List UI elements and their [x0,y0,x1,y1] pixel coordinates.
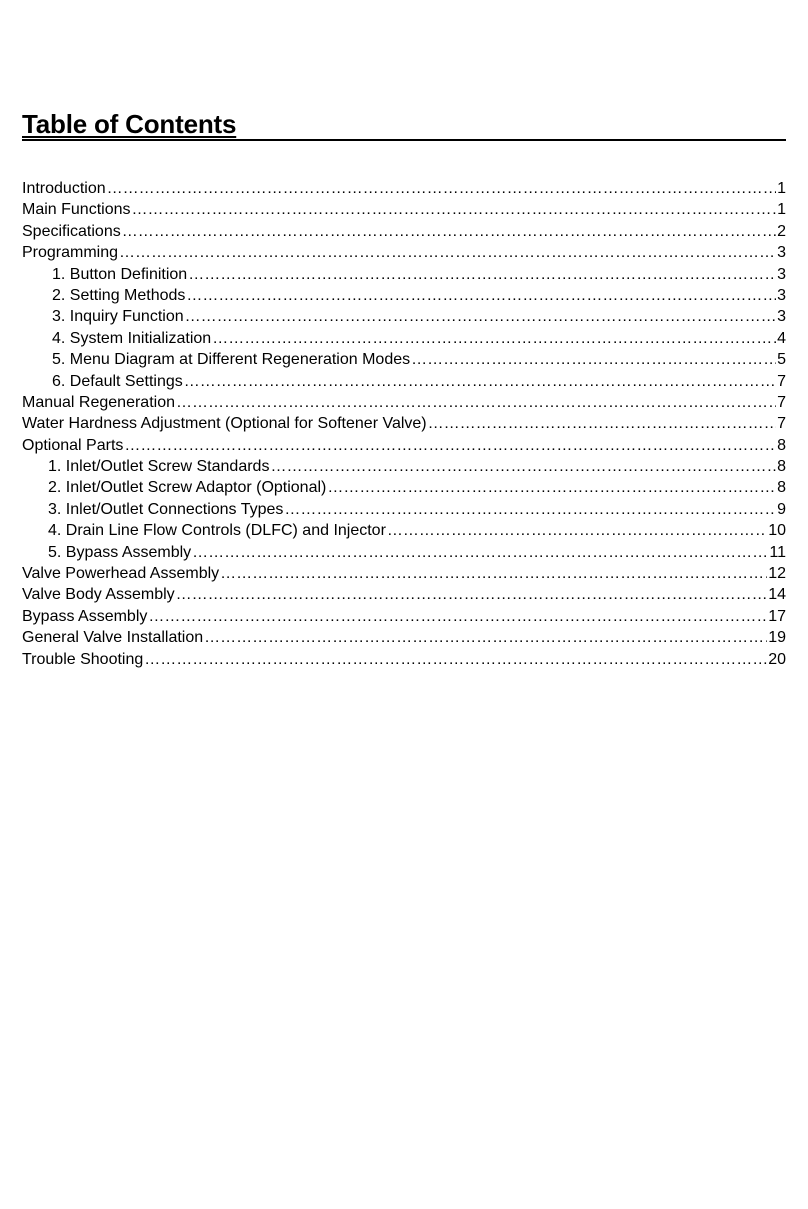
toc-entry[interactable] [22,649,786,670]
toc-entry[interactable] [22,306,786,327]
toc-entry[interactable] [22,371,786,392]
toc-entry-label: Bypass Assembly [22,607,148,625]
toc-entry-label: 3. Inquiry Function [52,308,184,326]
toc-entry-label: Specifications [22,222,121,240]
toc-entry-label: 4. System Initialization [52,329,212,347]
toc-entry-label: Trouble Shooting [22,650,144,668]
toc-entry-label: 4. Drain Line Flow Controls (DLFC) and Injector [48,522,386,540]
toc-entry[interactable] [22,520,786,541]
toc-dot-leader [327,477,776,498]
toc-entry-label: Valve Powerhead Assembly [22,565,220,583]
toc-entry[interactable] [22,392,786,413]
toc-entry-page-number: 20 [768,650,786,668]
toc-dot-leader [185,306,776,327]
toc-dot-leader [119,242,776,263]
toc-entry-label: Valve Body Assembly [22,586,175,604]
toc-entry-page-number: 17 [768,607,786,625]
toc-entry[interactable] [22,627,786,648]
toc-entry-page-number: 7 [777,415,786,433]
toc-entry[interactable] [22,435,786,456]
toc-entry[interactable] [22,413,786,434]
toc-entry-label: Manual Regeneration [22,393,175,411]
toc-dot-leader [148,606,767,627]
toc-entry[interactable] [22,328,786,349]
toc-dot-leader [428,413,776,434]
toc-entry-label: Optional Parts [22,436,124,454]
toc-entry-page-number: 9 [777,500,786,518]
toc-entry-page-number: 3 [777,265,786,283]
toc-dot-leader [192,542,768,563]
toc-entry-page-number: 12 [768,565,786,583]
toc-dot-leader [411,349,776,370]
toc-entry-page-number: 7 [777,393,786,411]
toc-entry-page-number: 8 [777,458,786,476]
table-of-contents [22,178,786,670]
toc-dot-leader [122,221,776,242]
toc-entry-page-number: 2 [777,222,786,240]
page-title: Table of Contents [22,109,237,139]
toc-dot-leader [220,563,767,584]
toc-dot-leader [184,371,776,392]
toc-entry[interactable] [22,264,786,285]
toc-entry-label: 3. Inlet/Outlet Connections Types [48,500,284,518]
toc-dot-leader [107,178,776,199]
toc-entry[interactable] [22,178,786,199]
toc-entry-label: 5. Menu Diagram at Different Regeneration Modes [52,351,411,369]
toc-entry-page-number: 10 [768,522,786,540]
toc-entry[interactable] [22,606,786,627]
toc-entry-page-number: 8 [777,479,786,497]
toc-entry-page-number: 3 [777,244,786,262]
toc-entry-label: General Valve Installation [22,629,204,647]
toc-entry-page-number: 3 [777,308,786,326]
toc-dot-leader [284,499,776,520]
toc-entry[interactable] [22,285,786,306]
toc-dot-leader [387,520,767,541]
toc-entry[interactable] [22,221,786,242]
toc-dot-leader [204,627,767,648]
toc-entry-page-number: 3 [777,286,786,304]
toc-dot-leader [270,456,776,477]
toc-dot-leader [188,264,776,285]
toc-entry-page-number: 8 [777,436,786,454]
toc-entry-label: Water Hardness Adjustment (Optional for Softener Valve) [22,415,427,433]
toc-header [22,106,786,141]
toc-entry-label: 5. Bypass Assembly [48,543,192,561]
toc-entry-label: 2. Setting Methods [52,286,186,304]
toc-entry-page-number: 14 [768,586,786,604]
toc-entry[interactable] [22,456,786,477]
toc-entry-page-number: 7 [777,372,786,390]
toc-entry-page-number: 1 [777,201,786,219]
toc-dot-leader [132,199,777,220]
toc-entry-label: Programming [22,244,119,262]
toc-entry[interactable] [22,584,786,605]
toc-dot-leader [176,392,776,413]
toc-entry-page-number: 1 [777,180,786,197]
toc-dot-leader [144,649,767,670]
toc-entry-page-number: 19 [768,629,786,647]
toc-entry[interactable] [22,499,786,520]
toc-entry[interactable] [22,563,786,584]
toc-dot-leader [186,285,776,306]
toc-entry[interactable] [22,242,786,263]
toc-entry-label: 6. Default Settings [52,372,183,390]
toc-dot-leader [176,584,768,605]
toc-entry[interactable] [22,542,786,563]
toc-entry-label: 1. Button Definition [52,265,188,283]
toc-entry-label: 1. Inlet/Outlet Screw Standards [48,458,270,476]
toc-entry[interactable] [22,477,786,498]
toc-entry-page-number: 5 [777,351,786,369]
toc-dot-leader [124,435,776,456]
toc-entry[interactable] [22,349,786,370]
toc-entry-label: Main Functions [22,201,131,219]
toc-entry-label: 2. Inlet/Outlet Screw Adaptor (Optional) [48,479,327,497]
toc-entry-label: Introduction [22,180,106,197]
toc-entry[interactable] [22,199,786,220]
toc-entry-page-number: 4 [777,329,786,347]
toc-entry-page-number: 11 [769,543,786,561]
toc-dot-leader [212,328,776,349]
